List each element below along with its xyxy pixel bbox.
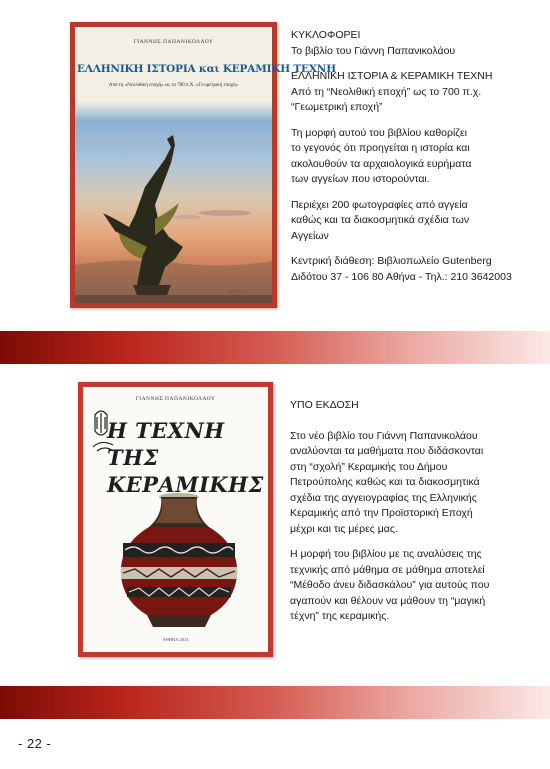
text-line: τέχνη” της κεραμικής. — [290, 610, 390, 622]
book-author: ΓΙΑΝΝΗΣ ΠΑΠΑΝΙΚΟΛΑΟΥ — [133, 39, 214, 45]
text-line: Κεντρική διάθεση: Βιβλιοπωλείο Gutenberg — [291, 255, 492, 267]
vase-icon — [121, 493, 237, 627]
distribution-paragraph — [291, 254, 546, 285]
book-title-line: Η ΤΕΧΝΗ — [107, 418, 225, 443]
text-line: των αγγείων που ιστορούνται. — [291, 173, 430, 185]
announcement-text-available — [291, 28, 546, 295]
text-line: “Γεωμετρική εποχή” — [291, 101, 383, 113]
text-line: αναλύονται τα μαθήματα που διδάσκονται — [290, 445, 484, 457]
text-line: Από τη “Νεολιθική εποχή” ως το 700 π.χ. — [291, 85, 482, 98]
book-title-text — [291, 69, 546, 116]
red-gradient-band — [0, 686, 550, 719]
section-heading: ΥΠΟ ΕΚΔΟΣΗ — [290, 399, 359, 411]
text-line: Τη μορφή αυτού του βιβλίου καθορίζει — [291, 126, 467, 139]
book-year: ΑΘΗΝΑ 2013 — [226, 289, 250, 294]
text-line: Η μορφή του βιβλίου με τις αναλύσεις της — [290, 548, 482, 560]
text-line: σχέδια της αγγειογραφίας της Ελληνικής — [290, 491, 477, 504]
section-heading: ΚΥΚΛΟΦΟΡΕΙ — [291, 29, 361, 41]
text-line: ακολουθούν τα αρχαιολογικά ευρήματα — [291, 157, 472, 170]
text-line: το γεγονός ότι προηγείται η ιστορία και — [291, 142, 470, 154]
text-line: καθώς και τα διακοσμητικά σχέδια των — [291, 214, 470, 226]
section-intro: Το βιβλίο του Γιάννη Παπανικολάου — [291, 44, 456, 57]
description-paragraph — [291, 126, 546, 188]
text-line: Κεραμικής από την Προϊστορική Εποχή — [290, 507, 473, 519]
book-cover-art-of-ceramics — [78, 382, 273, 657]
text-line: μέχρι και τις μέρες μας. — [290, 522, 398, 535]
book-subtitle: Από τη «Νεολιθική εποχή» ως το 700 π.Χ. «Γεωμετρική εποχή» — [108, 83, 239, 88]
text-line: ΕΛΛΗΝΙΚΗ ΙΣΤΟΡΙΑ & ΚΕΡΑΜΙΚΗ ΤΕΧΝΗ — [291, 70, 493, 82]
text-line: Αγγείων — [291, 229, 329, 242]
method-paragraph — [290, 547, 545, 625]
description-paragraph — [290, 429, 545, 538]
text-line: Πετρούπολης καθώς και τα διακοσμητικά — [290, 476, 480, 488]
text-line: Στο νέο βιβλίο του Γιάννη Παπανικολάου — [290, 429, 478, 442]
text-line: “Μέθοδο άνευ διδασκάλου” για αυτούς που — [290, 579, 490, 591]
contents-paragraph — [291, 198, 546, 245]
text-line: αγαπούν και θέλουν να μάθουν τη “μαγική — [290, 594, 486, 607]
page-number: - 22 - — [18, 736, 52, 751]
announcement-text-forthcoming — [290, 398, 545, 635]
red-gradient-band — [0, 331, 550, 364]
text-line: Περιέχει 200 φωτογραφίες από αγγεία — [291, 198, 468, 211]
book-author: ΓΙΑΝΝΗΣ ΠΑΠΑΝΙΚΟΛΑΟΥ — [135, 396, 216, 402]
text-line: Διδότου 37 - 106 80 Αθήνα - Τηλ.: 210 3642003 — [291, 270, 512, 283]
book-title: ΕΛΛΗΝΙΚΗ ΙΣΤΟΡΙΑ και ΚΕΡΑΜΙΚΗ ΤΕΧΝΗ — [77, 63, 336, 75]
book-title-line: ΤΗΣ ΚΕΡΑΜΙΚΗΣ — [107, 445, 264, 497]
book-publication-place: ΑΘΗΝΑ 2013 — [162, 637, 189, 642]
book-title — [107, 417, 264, 498]
text-line: τεχνικής από μάθημα σε μάθημα αποτελεί — [290, 563, 485, 576]
book-cover-inner — [83, 387, 268, 652]
text-line: στη “σχολή” Κεραμικής του Δήμου — [290, 460, 448, 473]
